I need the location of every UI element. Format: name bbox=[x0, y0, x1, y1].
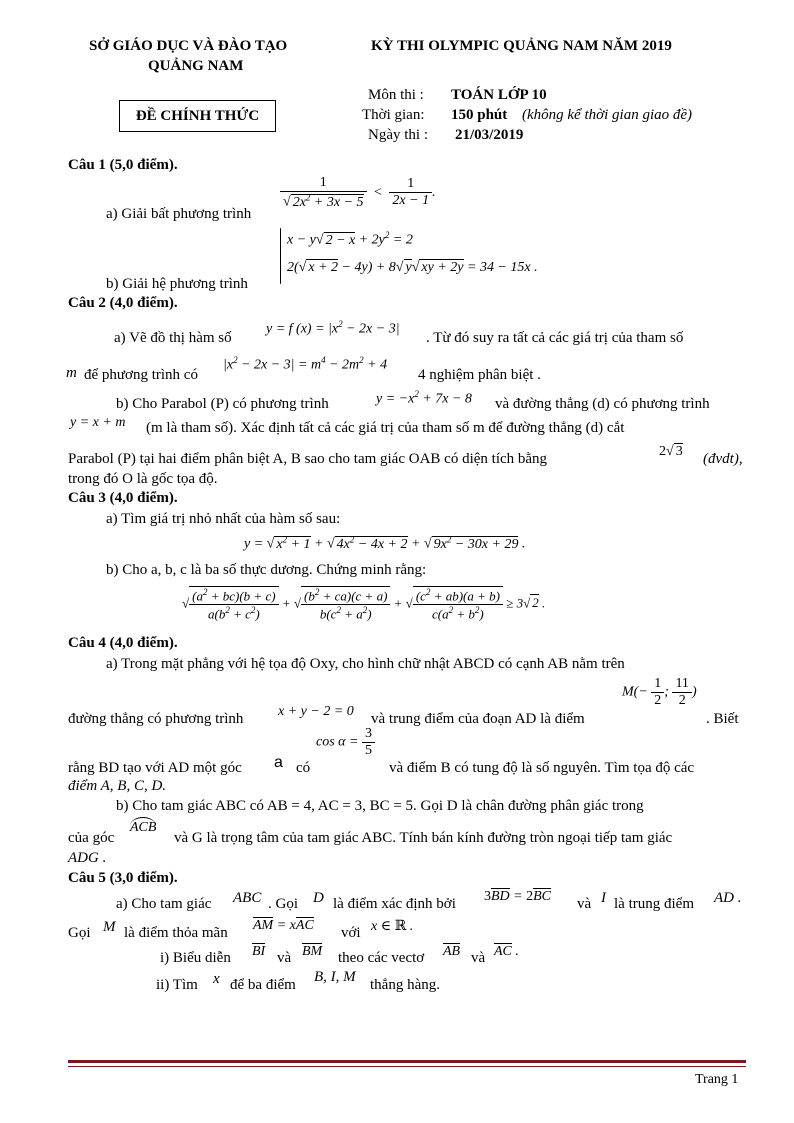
q2a-function: y = f $(x) = |x^2 - 2x - 3|$ bbox=[266, 319, 400, 337]
q5a-point-i: I bbox=[601, 890, 606, 906]
q5a-text-3: là điểm xác định bởi bbox=[333, 896, 456, 912]
official-badge: ĐỀ CHÍNH THỨC bbox=[119, 100, 276, 132]
subject-value: TOÁN LỚP 10 bbox=[451, 87, 547, 103]
q2a-text-1: a) Vẽ đồ thị hàm số bbox=[114, 330, 232, 346]
q5ii-text-2: để ba điểm bbox=[230, 977, 296, 993]
q2b-parabola: $y = -x^2 + 7x - 8$ bbox=[376, 389, 472, 407]
q4-heading: Câu 4 (4,0 điểm). bbox=[68, 635, 178, 651]
q1b-text: b) Giải hệ phương trình bbox=[106, 276, 248, 292]
q5i-text-3: theo các vectơ bbox=[338, 950, 425, 966]
q2a-equation: $|x^2 - 2x - 3| = m^4 - 2m^2 + 4$ bbox=[223, 355, 388, 373]
q2b-text-1: b) Cho Parabol (P) có phương trình bbox=[116, 396, 329, 412]
time-label: Thời gian: bbox=[362, 107, 425, 123]
q5ii-text-3: thẳng hàng. bbox=[370, 977, 440, 993]
q4a-text-8: điểm A, B, C, D. bbox=[68, 778, 167, 794]
q5i-text-1: i) Biểu diễn bbox=[160, 950, 231, 966]
q5ii-text-1: ii) Tìm bbox=[156, 977, 198, 993]
q3-heading: Câu 3 (4,0 điểm). bbox=[68, 490, 178, 506]
q4b-text-2: của góc bbox=[68, 830, 115, 846]
q2b-text-6: trong đó O là gốc tọa độ. bbox=[68, 471, 218, 487]
q5a-vector-relation: 3BD = 2BC bbox=[484, 889, 552, 904]
date-label: Ngày thi : bbox=[368, 127, 428, 143]
q5a-text-7: là điểm thỏa mãn bbox=[124, 925, 228, 941]
q4a-line: x + y − 2 = 0 bbox=[278, 704, 354, 719]
q3b-text: b) Cho a, b, c là ba số thực dương. Chứng minh rằng: bbox=[106, 562, 427, 578]
q5a-text-1: a) Cho tam giác bbox=[116, 896, 212, 912]
exam-title: KỲ THI OLYMPIC QUẢNG NAM NĂM 2019 bbox=[371, 38, 672, 54]
q2b-line: y = x + m bbox=[70, 415, 126, 430]
q5a-domain: x ∈ ℝ . bbox=[371, 919, 414, 934]
q5i-vector-bi: BI bbox=[252, 944, 266, 959]
q5i-vector-ab: AB bbox=[443, 944, 461, 959]
footer-rule-thick bbox=[68, 1060, 746, 1063]
q2b-text-4: Parabol (P) tại hai điểm phân biệt A, B sao cho tam giác OAB có diện tích bằng bbox=[68, 451, 548, 467]
q1b-brace bbox=[280, 228, 281, 284]
q2b-text-3: (m là tham số). Xác định tất cả các giá trị của tham số m để đường thẳng (d) cắt bbox=[146, 420, 625, 436]
date-value: 21/03/2019 bbox=[455, 127, 524, 143]
footer-rule-thin bbox=[68, 1066, 746, 1067]
q4a-point-m: M(− $\frac{1}{2}$ ; $\frac{11}{2}$ ) bbox=[622, 676, 697, 708]
q2b-area: 2√ 3 bbox=[659, 444, 683, 459]
q4b-text-4: ADG . bbox=[68, 850, 107, 866]
q1a-inequality: $\frac{1}{√ 2x^2 + 3x - 5}$ < $\frac{1}{2x - 1}$ . bbox=[280, 175, 436, 211]
q5a-text-4: và bbox=[577, 896, 592, 912]
q1b-equation-1: x − y√ $2 - x + 2y^2 = 2$ bbox=[287, 230, 413, 248]
q2a-text-4: 4 nghiệm phân biệt . bbox=[418, 367, 541, 383]
q5a-text-5: là trung điểm bbox=[614, 896, 694, 912]
q1b-equation-2: 2(√ x + 2 − 4y) + 8√ y√ xy + 2y = 34 − 15x . bbox=[287, 260, 538, 275]
q1-heading: Câu 1 (5,0 điểm). bbox=[68, 157, 178, 173]
department-name: SỞ GIÁO DỤC VÀ ĐÀO TẠO bbox=[89, 38, 288, 54]
q4a-text-5: rằng BD tạo với AD một góc bbox=[68, 760, 242, 776]
q3a-text: a) Tìm giá trị nhỏ nhất của hàm số sau: bbox=[106, 511, 341, 527]
q2-heading: Câu 2 (4,0 điểm). bbox=[68, 295, 178, 311]
q4a-text-1: a) Trong mặt phẳng với hệ tọa độ Oxy, cho hình chữ nhật ABCD có cạnh AB nằm trên bbox=[106, 656, 625, 672]
q3a-function: y = √ $x^2 + 1$ + √ $4x^2 - 4x + 2$ + √ $9x^2 - 30x + 29$ . bbox=[244, 534, 526, 552]
q5-heading: Câu 5 (3,0 điểm). bbox=[68, 870, 178, 886]
q2b-text-5: (đvdt), bbox=[703, 451, 743, 467]
q5i-vector-ac: AC . bbox=[494, 944, 519, 959]
q5i-text-4: và bbox=[471, 950, 486, 966]
q4a-alpha: a bbox=[274, 754, 283, 771]
province-name: QUẢNG NAM bbox=[148, 58, 244, 74]
time-value: 150 phút bbox=[451, 107, 508, 123]
q2b-text-2: và đường thẳng (d) có phương trình bbox=[495, 396, 710, 412]
q5a-text-6: Gọi bbox=[68, 925, 91, 941]
subject-label: Môn thi : bbox=[368, 87, 424, 103]
q5i-text-2: và bbox=[277, 950, 292, 966]
q4a-text-6: có bbox=[296, 760, 311, 776]
q1a-text: a) Giải bất phương trình bbox=[106, 206, 252, 222]
q2a-m: m bbox=[66, 365, 77, 381]
q5a-segment-ad: AD . bbox=[714, 890, 742, 906]
q4a-text-7: và điểm B có tung độ là số nguyên. Tìm tọa độ các bbox=[389, 760, 695, 776]
q5a-am-relation: AM = xAC bbox=[253, 918, 314, 933]
q5a-text-8: với bbox=[341, 925, 361, 941]
page-number: Trang 1 bbox=[695, 1072, 739, 1087]
q5ii-x: x bbox=[213, 971, 220, 987]
q4a-text-3: và trung điểm của đoạn AD là điểm bbox=[371, 711, 585, 727]
q2a-text-2: . Từ đó suy ra tất cả các giá trị của tham số bbox=[426, 330, 684, 346]
q5a-point-d: D bbox=[313, 890, 324, 906]
time-note: (không kể thời gian giao đề) bbox=[522, 107, 693, 123]
q4b-text-1: b) Cho tam giác ABC có AB = 4, AC = 3, BC = 5. Gọi D là chân đường phân giác trong bbox=[116, 798, 644, 814]
q5a-point-m: M bbox=[103, 919, 116, 935]
q4a-cosine: cos α = $\frac{3}{5}$ bbox=[316, 726, 375, 759]
q5a-text-2: . Gọi bbox=[268, 896, 298, 912]
q5i-vector-bm: BM bbox=[302, 944, 323, 959]
q4a-text-2: đường thẳng có phương trình bbox=[68, 711, 244, 727]
q5a-triangle: ABC bbox=[233, 890, 262, 906]
q4b-text-3: và G là trọng tâm của tam giác ABC. Tính bán kính đường tròn ngoại tiếp tam giác bbox=[174, 830, 673, 846]
q5ii-points: B, I, M bbox=[314, 969, 356, 985]
q4b-angle: ACB bbox=[130, 820, 156, 836]
q3b-inequality: √ $\frac{(a^2 + bc)(b + c)}{a(b^2 + c^2)}$ + √ $\frac{(b^2 + ca)(c + a)}{b(c^2 + a^2)}$ + √ $\frac{(c^2 + ab)(a + b)}{c(a^2 + b^2)}$ ≥ 3√ 2 . bbox=[182, 587, 546, 622]
q4a-text-4: . Biết bbox=[706, 711, 739, 727]
q2a-text-3: để phương trình có bbox=[84, 367, 198, 383]
